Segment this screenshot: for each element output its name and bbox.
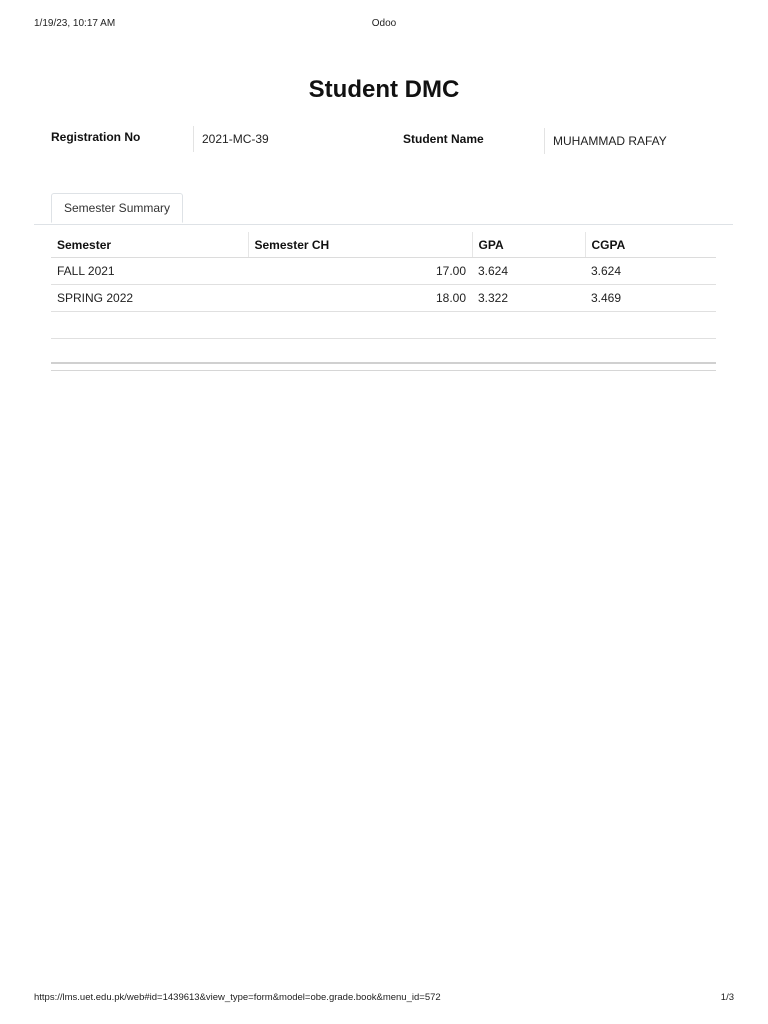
column-header-semester-ch[interactable]: Semester CH (248, 232, 472, 258)
print-footer (34, 992, 734, 1006)
table-bottom-divider (51, 370, 716, 371)
student-name-label: Student Name (403, 132, 484, 146)
print-datetime: 1/19/23, 10:17 AM (34, 18, 116, 29)
cell-semester-ch: 17.00 (248, 258, 472, 285)
table-row[interactable] (51, 258, 716, 285)
column-header-gpa[interactable]: GPA (472, 232, 585, 258)
cell-semester: SPRING 2022 (51, 285, 248, 312)
print-app-title: Odoo (371, 18, 397, 29)
print-header (34, 18, 734, 32)
table-row[interactable] (51, 285, 716, 312)
column-header-cgpa[interactable]: CGPA (585, 232, 716, 258)
table-header-row (51, 232, 716, 258)
table-footer-divider (51, 362, 716, 364)
print-url: https://lms.uet.edu.pk/web#id=1439613&view_type=form&model=obe.grade.book&menu_id=572 (34, 992, 441, 1003)
student-name-field[interactable]: MUHAMMAD RAFAY (544, 128, 733, 154)
table-empty-row (51, 312, 716, 339)
cell-cgpa: 3.624 (585, 258, 716, 285)
page-title: Student DMC (308, 76, 460, 103)
cell-semester-ch: 18.00 (248, 285, 472, 312)
cell-semester: FALL 2021 (51, 258, 248, 285)
cell-gpa: 3.624 (472, 258, 585, 285)
cell-cgpa: 3.469 (585, 285, 716, 312)
cell-gpa: 3.322 (472, 285, 585, 312)
semester-summary-table (51, 232, 716, 339)
registration-label: Registration No (51, 130, 141, 144)
print-page-number: 1/3 (720, 992, 734, 1003)
notebook-tabs (34, 193, 733, 225)
registration-field[interactable]: 2021-MC-39 (193, 126, 382, 152)
tab-semester-summary[interactable]: Semester Summary (51, 193, 183, 223)
column-header-semester[interactable]: Semester (51, 232, 248, 258)
